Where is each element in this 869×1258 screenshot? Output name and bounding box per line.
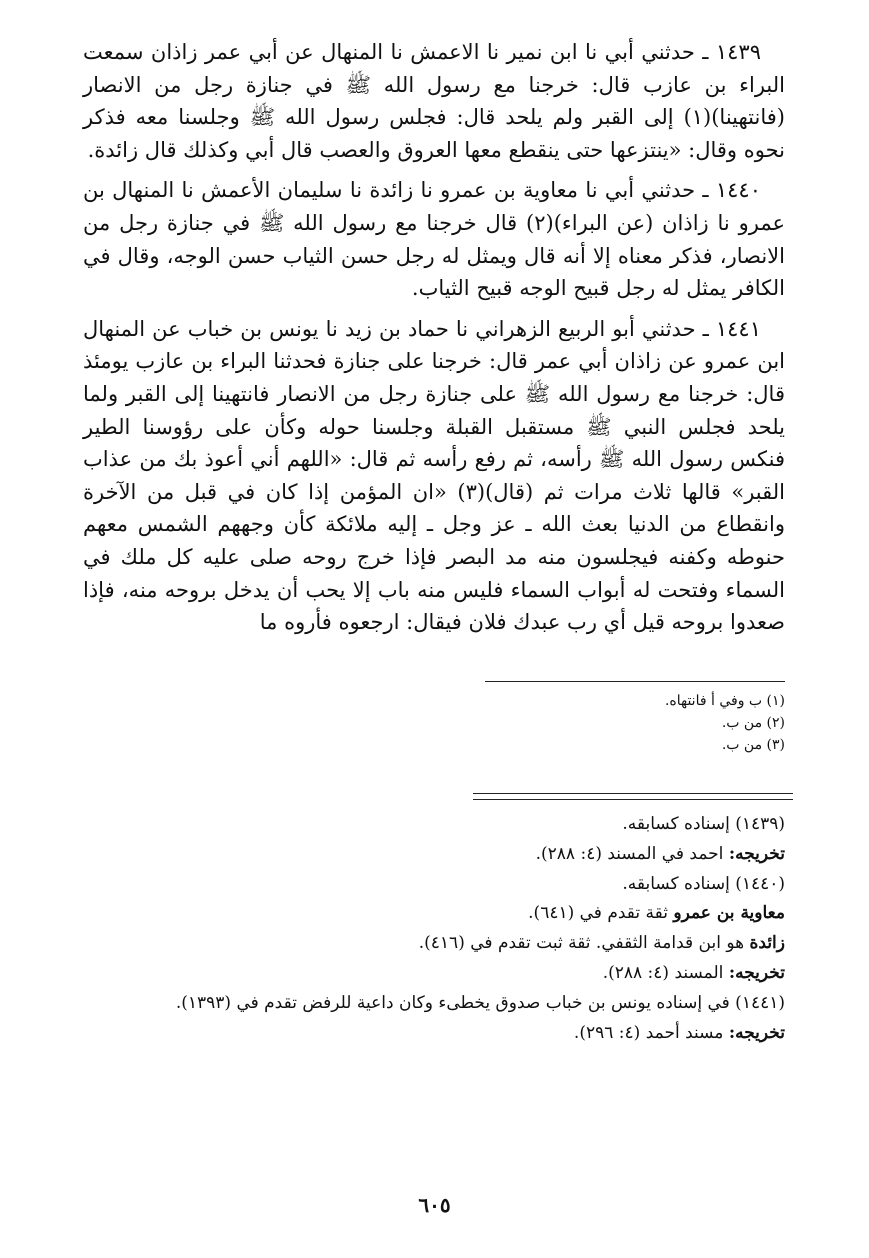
hadith-1439: ١٤٣٩ ـ حدثني أبي نا ابن نمير نا الاعمش نا المنهال عن أبي عمر زاذان سمعت البراء بن عازب قال: خرجنا مع رسول الله ﷺ في جنازة رجل من الانصار (فانتهينا)(١) إلى القبر ولم يلحد قال: فجلس رسول الله ﷺ وجلسنا معه فذكر نحوه وقال: «ينتزعها حتى ينقطع معها العروق والعصب قال أبي وكذلك قال زائدة. [83, 40, 785, 162]
double-separator [473, 793, 793, 800]
footnote-separator [485, 681, 785, 682]
takhrij-line: (١٤٣٩) إسناده كسابقه. [622, 814, 785, 834]
hadith-1441: ١٤٤١ ـ حدثني أبو الربيع الزهراني نا حماد بن زيد نا يونس بن خباب عن المنهال ابن عمرو عن زاذان أبي عمر قال: خرجنا على جنازة فحدثنا البراء بن عازب يومئذ قال: خرجنا مع رسول الله ﷺ على جنازة رجل من الانصار فانتهينا إلى القبر ولما يلحد فجلس النبي ﷺ مستقبل القبلة وجلسنا حوله وكأن على رؤوسنا الطير فنكس رسول الله ﷺ رأسه، ثم رفع رأسه ثم قال: «اللهم أني أعوذ بك من عذاب القبر» قالها ثلاث مرات ثم (قال)(٣) «ان المؤمن إذا كان في قبل من الآخرة وانقطاع من الدنيا بعث الله ـ عز وجل ـ إليه ملائكة كأن وجههم الشمس معهم حنوطه وكفنه فيجلسون منه مد البصر فإذا خرج روحه صلى عليه كل ملك في السماء وفتحت له أبواب السماء فليس منه باب إلا يحب أن يدخل بروحه منه، فإذا صعدوا بروحه قيل أي رب عبدك فلان فيقال: ارجعوه فأروه ما [83, 316, 785, 635]
footnote-2: (٢) من ب. [721, 715, 785, 731]
takhrij-line: (١٤٤١) في إسناده يونس بن خباب صدوق يخطىء وكان داعية للرفض تقدم في (١٣٩٣). [175, 992, 785, 1013]
footnote-1: (١) ب وفي أ فانتهاه. [664, 693, 785, 709]
takhrij-line: تخريجه: المسند (٤: ٢٨٨). [602, 962, 785, 983]
takhrij-line: تخريجه: احمد في المسند (٤: ٢٨٨). [535, 843, 785, 864]
takhrij-line: تخريجه: مسند أحمد (٤: ٢٩٦). [573, 1022, 785, 1043]
takhrij-section [83, 810, 785, 1048]
footnotes [665, 690, 785, 756]
takhrij-line: (١٤٤٠) إسناده كسابقه. [622, 873, 785, 894]
footnote-3: (٣) من ب. [721, 737, 785, 753]
main-text [83, 36, 785, 647]
page-number: ٦٠٥ [418, 1193, 451, 1217]
takhrij-line: معاوية بن عمرو ثقة تقدم في (٦٤١). [528, 903, 785, 924]
takhrij-line: زائدة هو ابن قدامة الثقفي. ثقة ثبت تقدم في (٤١٦). [418, 933, 785, 954]
hadith-1440: ١٤٤٠ ـ حدثني أبي نا معاوية بن عمرو نا زائدة نا سليمان الأعمش نا المنهال بن عمرو نا زاذان (عن البراء)(٢) قال خرجنا مع رسول الله ﷺ في جنازة رجل من الانصار، فذكر معناه إلا أنه قال ويمثل له رجل حسن الثياب حسن الوجه، وقال في الكافر يمثل له رجل قبيح الوجه قبيح الثياب. [83, 178, 786, 301]
